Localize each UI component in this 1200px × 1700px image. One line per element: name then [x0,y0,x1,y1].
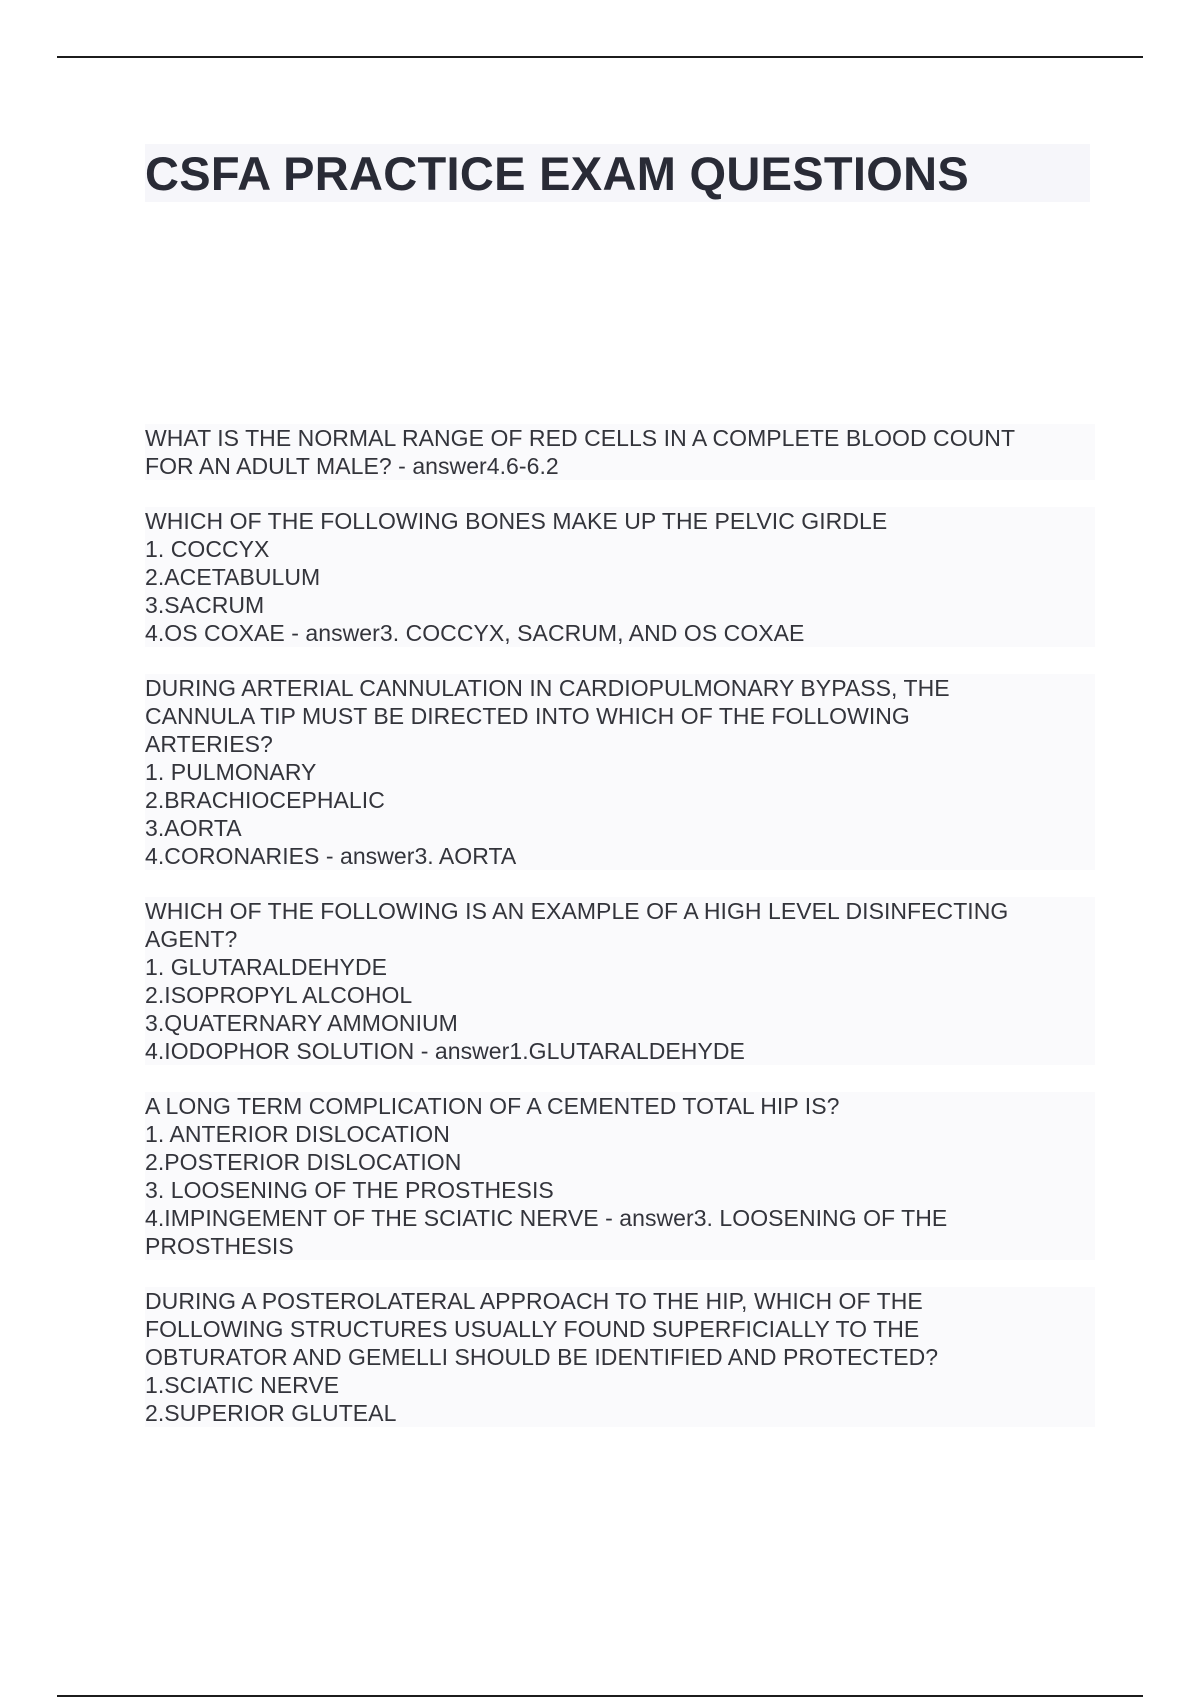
question-line: WHAT IS THE NORMAL RANGE OF RED CELLS IN A COMPLETE BLOOD COUNT [145,425,1016,451]
option-line: 3.SACRUM [145,592,265,618]
answer-line: 4.IODOPHOR SOLUTION - answer1.GLUTARALDEHYDE [145,1038,745,1064]
option-line: 2.POSTERIOR DISLOCATION [145,1149,462,1175]
question-block-5 [145,1092,1095,1260]
question-line: DURING ARTERIAL CANNULATION IN CARDIOPULMONARY BYPASS, THE [145,675,950,701]
question-block-4 [145,897,1095,1065]
question-block-3 [145,674,1095,870]
page-title: CSFA PRACTICE EXAM QUESTIONS [145,146,970,200]
title-banner [145,144,1090,202]
question-list [145,424,1095,1454]
question-block-2 [145,507,1095,647]
answer-line: 4.CORONARIES - answer3. AORTA [145,843,517,869]
answer-line: FOR AN ADULT MALE? - answer4.6-6.2 [145,453,559,479]
question-line: WHICH OF THE FOLLOWING IS AN EXAMPLE OF A HIGH LEVEL DISINFECTING [145,898,1009,924]
question-block-6 [145,1287,1095,1427]
option-line: 2.ISOPROPYL ALCOHOL [145,982,413,1008]
option-line: 1. COCCYX [145,536,270,562]
question-line: ARTERIES? [145,731,273,757]
option-line: 2.SUPERIOR GLUTEAL [145,1400,397,1426]
option-line: 1.SCIATIC NERVE [145,1372,340,1398]
answer-line: PROSTHESIS [145,1233,294,1259]
question-line: CANNULA TIP MUST BE DIRECTED INTO WHICH OF THE FOLLOWING [145,703,910,729]
option-line: 1. PULMONARY [145,759,317,785]
option-line: 3. LOOSENING OF THE PROSTHESIS [145,1177,554,1203]
option-line: 1. GLUTARALDEHYDE [145,954,387,980]
question-line: AGENT? [145,926,238,952]
question-line: A LONG TERM COMPLICATION OF A CEMENTED TOTAL HIP IS? [145,1093,840,1119]
top-rule [57,56,1143,58]
option-line: 3.QUATERNARY AMMONIUM [145,1010,458,1036]
question-line: OBTURATOR AND GEMELLI SHOULD BE IDENTIFIED AND PROTECTED? [145,1344,939,1370]
option-line: 2.ACETABULUM [145,564,321,590]
question-line: DURING A POSTEROLATERAL APPROACH TO THE HIP, WHICH OF THE [145,1288,923,1314]
question-line: FOLLOWING STRUCTURES USUALLY FOUND SUPERFICIALLY TO THE [145,1316,920,1342]
question-block-1 [145,424,1095,480]
question-line: WHICH OF THE FOLLOWING BONES MAKE UP THE PELVIC GIRDLE [145,508,888,534]
answer-line: 4.OS COXAE - answer3. COCCYX, SACRUM, AND OS COXAE [145,620,805,646]
option-line: 3.AORTA [145,815,242,841]
option-line: 1. ANTERIOR DISLOCATION [145,1121,450,1147]
option-line: 2.BRACHIOCEPHALIC [145,787,385,813]
answer-line: 4.IMPINGEMENT OF THE SCIATIC NERVE - answer3. LOOSENING OF THE [145,1205,948,1231]
bottom-rule [57,1695,1143,1697]
